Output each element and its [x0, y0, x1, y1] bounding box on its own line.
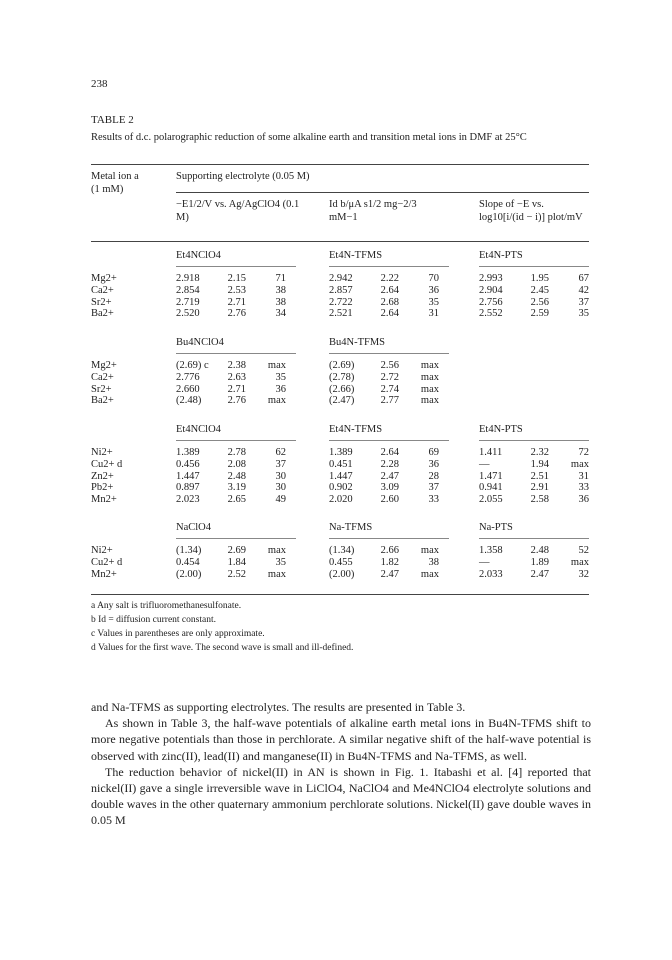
- table-cell: 1.389: [176, 447, 200, 458]
- table-cell: 2.65: [227, 494, 246, 506]
- supporting-electrolyte-header: Supporting electrolyte (0.05 M): [176, 171, 310, 182]
- table-cell: 0.455: [329, 556, 353, 568]
- table-cell: 34: [275, 308, 286, 320]
- table-cell: 2.64: [380, 447, 399, 458]
- table-cell: max: [420, 383, 439, 395]
- table-cell: 2.660: [176, 383, 200, 395]
- table-cell: 2.59: [530, 308, 549, 320]
- table-cell: 42: [578, 284, 589, 296]
- table-cell: 2.904: [479, 284, 503, 296]
- table-cell: 0.902: [329, 482, 353, 494]
- table-cell: 49: [275, 494, 286, 506]
- table-cell: 1.84: [227, 556, 246, 568]
- electrolyte-heading: NaClO4: [176, 522, 211, 533]
- table-cell: 1.471: [479, 470, 503, 482]
- table-cell: 28: [428, 470, 439, 482]
- table-cell: max: [267, 545, 286, 556]
- table-cell: 2.64: [380, 308, 399, 320]
- table-cell: 67: [578, 273, 589, 284]
- diffusion-current-header: Id b/μA s1/2 mg−2/3 mM−1: [329, 199, 417, 223]
- table-cell: 2.52: [227, 568, 246, 580]
- electrolyte-rule: [329, 440, 449, 441]
- table-cell: 38: [275, 284, 286, 296]
- table-cell: 62: [275, 447, 286, 458]
- table-cell: 2.64: [380, 284, 399, 296]
- table-cell: 31: [578, 470, 589, 482]
- table-cell: 36: [428, 284, 439, 296]
- table-cell: max: [267, 395, 286, 407]
- metal-ion-cell: Cu2+ d: [91, 556, 123, 568]
- table-cell: 38: [275, 296, 286, 308]
- table-cell: 2.993: [479, 273, 503, 284]
- body-paragraph: and Na-TFMS as supporting electrolytes. The results are presented in Table 3.: [91, 700, 466, 714]
- table-cell: 1.94: [530, 458, 549, 470]
- electrolyte-rule: [329, 538, 449, 539]
- table-cell: 2.51: [530, 470, 549, 482]
- table-cell: 30: [275, 482, 286, 494]
- footnote-a: a Any salt is trifluoromethanesulfonate.: [91, 601, 242, 611]
- metal-ion-cell: Cu2+ d: [91, 458, 123, 470]
- table-cell: 2.48: [530, 545, 549, 556]
- footnote-b: b Id = diffusion current constant.: [91, 615, 216, 625]
- electrolyte-rule: [329, 353, 449, 354]
- table-cell: (1.34): [329, 545, 355, 556]
- electrolyte-rule: [479, 538, 589, 539]
- table-cell: 2.38: [227, 360, 246, 371]
- table-cell: 2.63: [227, 371, 246, 383]
- table-cell: 1.82: [380, 556, 399, 568]
- table-cell: max: [420, 545, 439, 556]
- table-cell: max: [570, 458, 589, 470]
- table-cell: (2.69) c: [176, 360, 209, 371]
- table-cell: 31: [428, 308, 439, 320]
- table-cell: 2.47: [380, 568, 399, 580]
- table-cell: 2.45: [530, 284, 549, 296]
- table-cell: max: [267, 568, 286, 580]
- table-cell: 2.78: [227, 447, 246, 458]
- table-cell: 71: [275, 273, 286, 284]
- electrolyte-rule: [329, 266, 449, 267]
- table-cell: 2.66: [380, 545, 399, 556]
- table-cell: 37: [275, 458, 286, 470]
- metal-ion-cell: Mg2+: [91, 273, 117, 284]
- table-cell: 2.68: [380, 296, 399, 308]
- table-cell: 36: [275, 383, 286, 395]
- table-cell: 33: [578, 482, 589, 494]
- table-top-rule: [91, 164, 589, 165]
- table-cell: 36: [578, 494, 589, 506]
- electrolyte-rule: [176, 538, 296, 539]
- table-cell: 2.56: [530, 296, 549, 308]
- table-cell: 2.56: [380, 360, 399, 371]
- table-cell: 2.58: [530, 494, 549, 506]
- metal-ion-cell: Mn2+: [91, 568, 117, 580]
- table-cell: (2.47): [329, 395, 355, 407]
- table-cell: 2.47: [530, 568, 549, 580]
- table-cell: 2.71: [227, 296, 246, 308]
- table-cell: max: [420, 371, 439, 383]
- table-cell: 0.451: [329, 458, 353, 470]
- table-cell: 37: [578, 296, 589, 308]
- table-cell: max: [420, 395, 439, 407]
- group-header-rule: [176, 192, 589, 193]
- table-cell: 2.756: [479, 296, 503, 308]
- table-cell: 2.15: [227, 273, 246, 284]
- electrolyte-rule: [176, 353, 296, 354]
- table-cell: —: [479, 458, 490, 470]
- electrolyte-rule: [176, 266, 296, 267]
- table-cell: max: [570, 556, 589, 568]
- metal-ion-cell: Ba2+: [91, 395, 114, 407]
- footnote-d: d Values for the first wave. The second wave is small and ill-defined.: [91, 643, 354, 653]
- table-cell: 2.76: [227, 308, 246, 320]
- table-cell: 69: [428, 447, 439, 458]
- slope-header: Slope of −E vs. log10[i/(id − i)] plot/mV: [479, 199, 583, 223]
- table-cell: 2.942: [329, 273, 353, 284]
- table-cell: (1.34): [176, 545, 202, 556]
- table-cell: 1.358: [479, 545, 503, 556]
- metal-ion-cell: Ca2+: [91, 371, 114, 383]
- table-cell: 2.77: [380, 395, 399, 407]
- table-cell: —: [479, 556, 490, 568]
- table-cell: 2.28: [380, 458, 399, 470]
- table-cell: 2.60: [380, 494, 399, 506]
- table-cell: 2.520: [176, 308, 200, 320]
- metal-ion-cell: Ni2+: [91, 545, 113, 556]
- electrolyte-heading: Et4N-TFMS: [329, 250, 383, 261]
- electrolyte-rule: [479, 266, 589, 267]
- metal-ion-cell: Zn2+: [91, 470, 114, 482]
- table-cell: (2.66): [329, 383, 355, 395]
- table-cell: 2.32: [530, 447, 549, 458]
- table-cell: 2.521: [329, 308, 353, 320]
- table-cell: 2.055: [479, 494, 503, 506]
- electrolyte-heading: Et4N-PTS: [479, 424, 523, 435]
- table-cell: 36: [428, 458, 439, 470]
- table-cell: 2.91: [530, 482, 549, 494]
- table-cell: max: [420, 568, 439, 580]
- metal-ion-cell: Pb2+: [91, 482, 114, 494]
- table-cell: 35: [275, 371, 286, 383]
- electrolyte-heading: Na-PTS: [479, 522, 513, 533]
- table-cell: 35: [578, 308, 589, 320]
- table-cell: 0.454: [176, 556, 200, 568]
- table-cell: 2.71: [227, 383, 246, 395]
- table-cell: 32: [578, 568, 589, 580]
- metal-ion-cell: Ba2+: [91, 308, 114, 320]
- table-cell: (2.00): [176, 568, 202, 580]
- table-cell: 52: [578, 545, 589, 556]
- page-number: 238: [91, 78, 108, 90]
- table-bottom-rule: [91, 594, 589, 595]
- table-cell: 2.76: [227, 395, 246, 407]
- table-cell: (2.00): [329, 568, 355, 580]
- metal-ion-cell: Mn2+: [91, 494, 117, 506]
- electrolyte-rule: [479, 440, 589, 441]
- table-cell: 3.09: [380, 482, 399, 494]
- electrolyte-heading: Na-TFMS: [329, 522, 373, 533]
- table-cell: 2.719: [176, 296, 200, 308]
- electrolyte-heading: Et4NClO4: [176, 424, 221, 435]
- table-cell: 2.53: [227, 284, 246, 296]
- table-label: TABLE 2: [91, 114, 134, 126]
- table-cell: 1.447: [176, 470, 200, 482]
- table-cell: 38: [428, 556, 439, 568]
- table-cell: 1.411: [479, 447, 503, 458]
- table-cell: 33: [428, 494, 439, 506]
- table-cell: 2.033: [479, 568, 503, 580]
- electrolyte-rule: [176, 440, 296, 441]
- table-cell: (2.78): [329, 371, 355, 383]
- body-paragraph: The reduction behavior of nickel(II) in AN is shown in Fig. 1. Itabashi et al. [4] reported that nickel(II) gave a single irreversible wave in LiClO4, NaClO4 and Me4NClO4 electrolyte solutions and double waves in the other quaternary ammonium perchlorate solutions. Nickel(II) gave double waves in 0.05 M: [91, 764, 591, 828]
- table-cell: 2.48: [227, 470, 246, 482]
- table-cell: 2.72: [380, 371, 399, 383]
- table-cell: 72: [578, 447, 589, 458]
- table-cell: 1.447: [329, 470, 353, 482]
- table-cell: 2.552: [479, 308, 503, 320]
- metal-ion-cell: Ni2+: [91, 447, 113, 458]
- table-cell: 2.722: [329, 296, 353, 308]
- body-paragraph: As shown in Table 3, the half-wave potentials of alkaline earth metal ions in Bu4N-TFMS shift to more negative potentials than those in perchlorate. A similar negative shift of the half-wave potential is observed with zinc(II), lead(II) and manganese(II) in Bu4N-TFMS and Na-TFMS, as well.: [91, 716, 591, 763]
- metal-ion-unit: (1 mM): [91, 184, 124, 195]
- metal-ion-cell: Ca2+: [91, 284, 114, 296]
- table-cell: 2.918: [176, 273, 200, 284]
- table-cell: 70: [428, 273, 439, 284]
- table-cell: 2.857: [329, 284, 353, 296]
- metal-ion-cell: Sr2+: [91, 296, 112, 308]
- electrolyte-heading: Bu4N-TFMS: [329, 337, 386, 348]
- header-bottom-rule: [91, 241, 589, 242]
- table-cell: 0.456: [176, 458, 200, 470]
- table-cell: 1.95: [530, 273, 549, 284]
- table-cell: max: [267, 360, 286, 371]
- table-cell: 2.020: [329, 494, 353, 506]
- table-cell: 2.854: [176, 284, 200, 296]
- table-cell: 0.897: [176, 482, 200, 494]
- half-wave-potential-header: −E1/2/V vs. Ag/AgClO4 (0.1 M): [176, 199, 300, 223]
- table-cell: (2.69): [329, 360, 355, 371]
- table-cell: 3.19: [227, 482, 246, 494]
- table-cell: 2.08: [227, 458, 246, 470]
- metal-ion-cell: Sr2+: [91, 383, 112, 395]
- footnote-c: c Values in parentheses are only approximate.: [91, 629, 265, 639]
- table-cell: 2.47: [380, 470, 399, 482]
- table-cell: 1.389: [329, 447, 353, 458]
- table-cell: max: [420, 360, 439, 371]
- table-cell: 35: [275, 556, 286, 568]
- table-cell: 1.89: [530, 556, 549, 568]
- table-cell: 35: [428, 296, 439, 308]
- metal-ion-header: Metal ion a: [91, 171, 139, 182]
- electrolyte-heading: Et4N-TFMS: [329, 424, 383, 435]
- table-cell: 2.69: [227, 545, 246, 556]
- metal-ion-cell: Mg2+: [91, 360, 117, 371]
- table-cell: 0.941: [479, 482, 503, 494]
- table-cell: 2.22: [380, 273, 399, 284]
- table-cell: 2.74: [380, 383, 399, 395]
- table-cell: 37: [428, 482, 439, 494]
- table-cell: (2.48): [176, 395, 202, 407]
- table-cell: 2.776: [176, 371, 200, 383]
- table-cell: 30: [275, 470, 286, 482]
- electrolyte-heading: Et4NClO4: [176, 250, 221, 261]
- table-cell: 2.023: [176, 494, 200, 506]
- body-text: [91, 699, 591, 829]
- electrolyte-heading: Et4N-PTS: [479, 250, 523, 261]
- electrolyte-heading: Bu4NClO4: [176, 337, 224, 348]
- table-caption: Results of d.c. polarographic reduction of some alkaline earth and transition metal ions in DMF at 25°C: [91, 132, 527, 143]
